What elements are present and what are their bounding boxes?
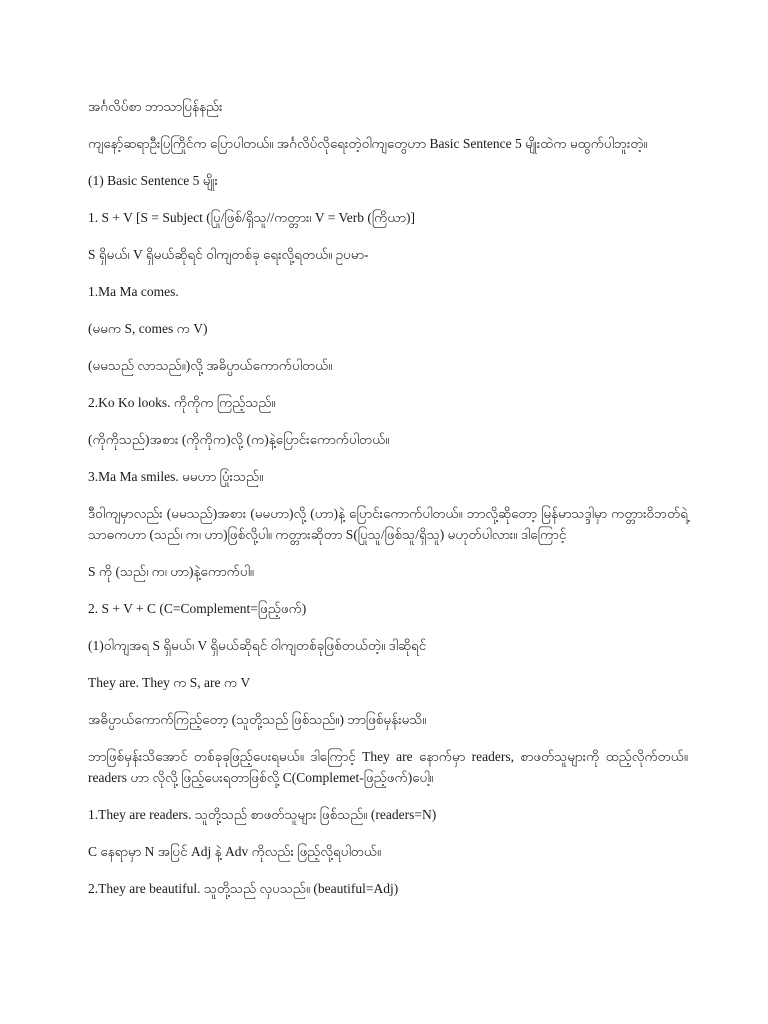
- section-heading-basic-sentences: (1) Basic Sentence 5 မျိုး: [88, 173, 218, 188]
- example-they-are: They are. They က S, are က V: [88, 675, 251, 690]
- example-1: 1.Ma Ma comes.: [88, 284, 179, 299]
- paragraph-s-v-c-explanation: (1)ဝါကျအရ S ရှိမယ်၊ V ရှိမယ်ဆိုရင် ဝါကျတစ်ခုဖြစ်တယ်တဲ့။ ဒါဆိုရင်: [88, 638, 427, 653]
- example-1-note: (မမက S, comes က V): [88, 321, 208, 336]
- example-they-are-meaning: အဓိပ္ပာယ်ကောက်ကြည့်တော့ (သူတို့သည် ဖြစ်သည်။) ဘာဖြစ်မှန်းမသိ။: [88, 712, 427, 727]
- example-readers: 1.They are readers. သူတို့သည် စာဖတ်သူများ ဖြစ်သည်။ (readers=N): [88, 807, 437, 822]
- pattern-s-v-c-heading: 2. S + V + C (C=Complement=ဖြည့်ဖက်): [88, 601, 307, 616]
- example-3-explanation: ဒီဝါကျမှာလည်း (မမသည်)အစား (မမဟာ)လို့ (ဟာ)နဲ့ ပြောင်းကောက်ပါတယ်။ ဘာလို့ဆိုတော့ မြန်မာသဒ္ဒါမှာ ကတ္တားဝိဘတ်ရဲ့ သာဓကဟာ (သည်၊ က၊ ဟာ)ဖြစ်လို့ပါ။ ကတ္တားဆိုတာ S(ပြုသူ/ဖြစ်သူ/ရှိသူ) မဟုတ်ပါလား။ ဒါကြောင့်: [88, 506, 688, 542]
- paragraph-s-v-explanation: S ရှိမယ်၊ V ရှိမယ်ဆိုရင် ဝါကျတစ်ခု ရေးလို့ရတယ်။ ဥပမာ-: [88, 247, 369, 262]
- example-2-note: (ကိုကိုသည်)အစား (ကိုကိုက)လို့ (က)နဲ့ပြောင်းကောက်ပါတယ်။: [88, 432, 390, 447]
- example-2: 2.Ko Ko looks. ကိုကိုက ကြည့်သည်။: [88, 395, 276, 410]
- intro-paragraph: ကျနော့်ဆရာဦးပြကြိုင်က ပြောပါတယ်။ အင်္ဂလိပ်လိုရေးတဲ့ဝါကျတွေဟာ Basic Sentence 5 မျိုးထဲက မထွက်ပါဘူးတဲ့။: [88, 136, 648, 151]
- example-1-translation: (မမသည် လာသည်။)လို့ အဓိပ္ပာယ်ကောက်ပါတယ်။: [88, 358, 333, 373]
- document-title: အင်္ဂလိပ်စာ ဘာသာပြန်နည်း: [88, 99, 223, 114]
- example-beautiful: 2.They are beautiful. သူတို့သည် လှပသည်။ (beautiful=Adj): [88, 881, 399, 896]
- subject-rule: S ကို (သည်၊ က၊ ဟာ)နဲ့ကောက်ပါ။: [88, 564, 254, 579]
- complement-types-note: C နေရာမှာ N အပြင် Adj နဲ့ Adv ကိုလည်း ဖြည့်လို့ရပါတယ်။: [88, 844, 382, 859]
- document-page: [88, 96, 688, 915]
- example-3: 3.Ma Ma smiles. မမဟာ ပြုံးသည်။: [88, 469, 264, 484]
- complement-explanation: ဘာဖြစ်မှန်းသိအောင် တစ်ခုခုဖြည့်ပေးရမယ်။ ဒါကြောင့် They are နောက်မှာ readers, စာဖတ်သူများကို ထည့်လိုက်တယ်။ readers ဟာ လိုလို့ဖြည့်ပေးရတာဖြစ်လို့ C(Complemet-ဖြည့်ဖက်)ပေါ့။: [88, 749, 688, 785]
- pattern-s-v-heading: 1. S + V [S = Subject (ပြု/ဖြစ်/ရှိသူ//ကတ္တား၊ V = Verb (ကြိယာ)]: [88, 210, 416, 225]
